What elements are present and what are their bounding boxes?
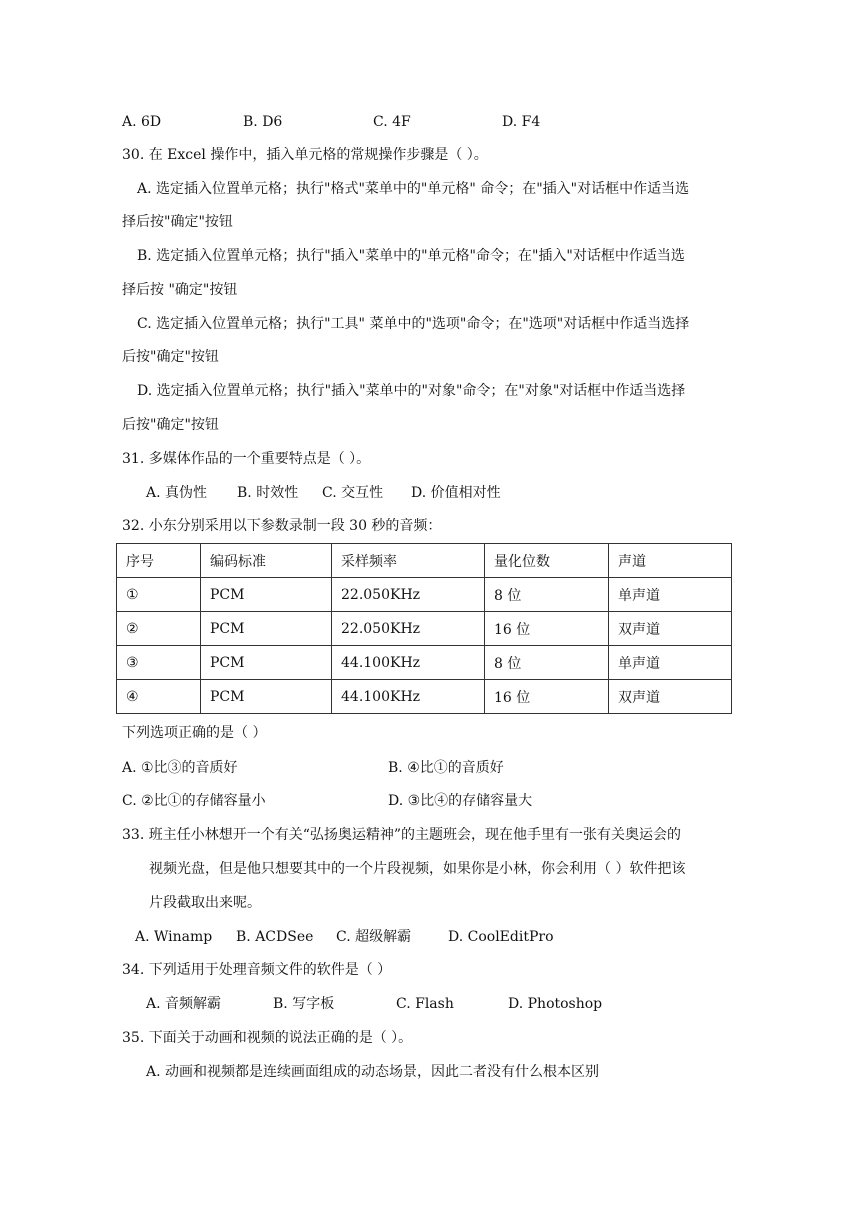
table-cell: ② — [117, 612, 201, 646]
q32-option-a: A. ①比③的音质好 — [122, 760, 238, 776]
q31-option-c: C. 交互性 — [322, 485, 384, 501]
q33-option-c: C. 超级解霸 — [336, 929, 412, 945]
q31-option-d: D. 价值相对性 — [411, 485, 501, 501]
table-cell: 8 位 — [485, 578, 609, 612]
q33-option-b: B. ACDSee — [236, 929, 314, 945]
q34-stem: 34. 下列适用于处理音频文件的软件是（ ） — [122, 962, 392, 978]
audio-params-table — [116, 543, 732, 714]
q33-stem-line2: 视频光盘，但是他只想要其中的一个片段视频，如果你是小林，你会利用（ ）软件把该 — [149, 861, 686, 877]
q35-stem: 35. 下面关于动画和视频的说法正确的是（ ）。 — [122, 1030, 413, 1046]
table-cell: 单声道 — [609, 646, 732, 680]
table-cell: 8 位 — [485, 646, 609, 680]
table-cell: PCM — [201, 646, 332, 680]
table-cell: ③ — [117, 646, 201, 680]
table-cell: 44.100KHz — [332, 646, 485, 680]
q33-stem-line3: 片段截取出来呢。 — [149, 895, 261, 911]
q34-option-a: A. 音频解霸 — [146, 996, 222, 1012]
q29-option-a: A. 6D — [122, 114, 162, 130]
q33-option-a: A. Winamp — [135, 929, 213, 945]
q30-option-b-line2: 择后按 "确定"按钮 — [122, 282, 238, 298]
q31-option-b: B. 时效性 — [237, 485, 299, 501]
q30-option-a-line1: A. 选定插入位置单元格；执行"格式"菜单中的"单元格" 命令；在"插入"对话框中作适当选 — [137, 181, 690, 197]
q32-option-c: C. ②比①的存储容量小 — [122, 793, 266, 809]
table-cell: 16 位 — [485, 680, 609, 714]
table-header: 量化位数 — [485, 544, 609, 578]
q32-option-b: B. ④比①的音质好 — [388, 760, 504, 776]
table-row — [117, 612, 732, 646]
q29-option-c: C. 4F — [373, 114, 411, 130]
table-cell: PCM — [201, 680, 332, 714]
q30-option-d-line2: 后按"确定"按钮 — [122, 417, 219, 433]
table-header: 序号 — [117, 544, 201, 578]
table-cell: 44.100KHz — [332, 680, 485, 714]
q29-option-d: D. F4 — [502, 114, 541, 130]
table-cell: 22.050KHz — [332, 578, 485, 612]
q34-option-d: D. Photoshop — [508, 996, 603, 1012]
table-cell: PCM — [201, 612, 332, 646]
table-header: 编码标准 — [201, 544, 332, 578]
q32-stem: 32. 小东分别采用以下参数录制一段 30 秒的音频： — [122, 518, 442, 534]
table-cell: ① — [117, 578, 201, 612]
table-row — [117, 680, 732, 714]
table-cell: 单声道 — [609, 578, 732, 612]
q30-option-c-line2: 后按"确定"按钮 — [122, 349, 219, 365]
q30-stem: 30. 在 Excel 操作中，插入单元格的常规操作步骤是（ ）。 — [122, 147, 488, 163]
table-header-row — [117, 544, 732, 578]
q34-option-c: C. Flash — [396, 996, 454, 1012]
q34-option-b: B. 写字板 — [273, 996, 335, 1012]
q31-option-a: A. 真伪性 — [146, 485, 208, 501]
table-cell: 双声道 — [609, 680, 732, 714]
table-cell: 16 位 — [485, 612, 609, 646]
q29-option-b: B. D6 — [243, 114, 283, 130]
table-cell: ④ — [117, 680, 201, 714]
q33-option-d: D. CoolEditPro — [448, 929, 554, 945]
table-cell: PCM — [201, 578, 332, 612]
q32-option-d: D. ③比④的存储容量大 — [388, 793, 533, 809]
q30-option-b-line1: B. 选定插入位置单元格；执行"插入"菜单中的"单元格"命令；在"插入"对话框中作适当选 — [137, 248, 685, 264]
q33-stem-line1: 33. 班主任小林想开一个有关“弘扬奥运精神”的主题班会，现在他手里有一张有关奥运会的 — [122, 827, 682, 843]
table-cell: 22.050KHz — [332, 612, 485, 646]
q35-option-a: A. 动画和视频都是连续画面组成的动态场景，因此二者没有什么根本区别 — [146, 1064, 600, 1080]
q30-option-a-line2: 择后按"确定"按钮 — [122, 214, 233, 230]
table-header: 采样频率 — [332, 544, 485, 578]
q30-option-c-line1: C. 选定插入位置单元格；执行"工具" 菜单中的"选项"命令；在"选项"对话框中作适当选择 — [137, 316, 690, 332]
table-row — [117, 578, 732, 612]
q31-stem: 31. 多媒体作品的一个重要特点是（ ）。 — [122, 451, 371, 467]
q32-prompt: 下列选项正确的是（ ） — [122, 725, 267, 741]
q30-option-d-line1: D. 选定插入位置单元格；执行"插入"菜单中的"对象"命令；在"对象"对话框中作适当选择 — [137, 383, 686, 399]
table-header: 声道 — [609, 544, 732, 578]
table-row — [117, 646, 732, 680]
table-cell: 双声道 — [609, 612, 732, 646]
